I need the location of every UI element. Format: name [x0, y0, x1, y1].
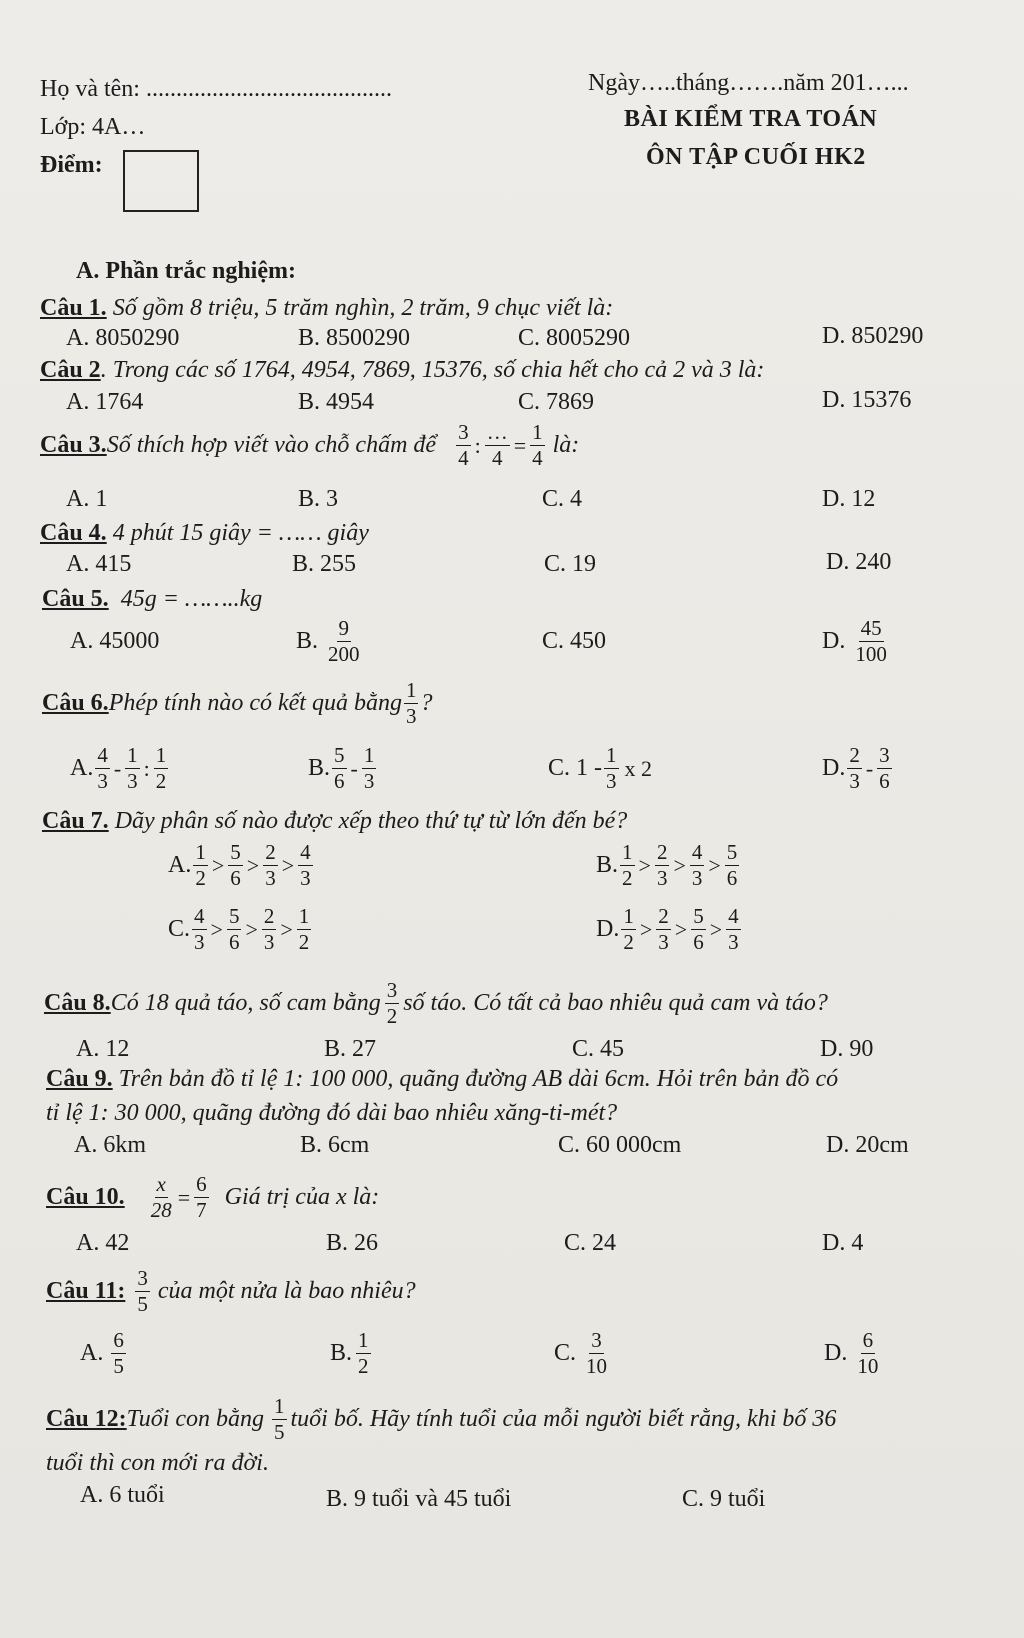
- q1-text: Số gồm 8 triệu, 5 trăm nghìn, 2 trăm, 9 chục viết là:: [106, 295, 614, 321]
- name-field-label: Họ và tên: .........................................: [40, 76, 392, 102]
- q9-option-a[interactable]: A. 6km: [74, 1132, 146, 1158]
- q5-label: Câu 5.: [42, 586, 109, 612]
- question-5: [42, 586, 262, 613]
- q1-option-c[interactable]: C. 8005290: [518, 325, 631, 351]
- q11-label: Câu 11:: [46, 1278, 126, 1304]
- q6-option-c[interactable]: C. 1 - $\frac{1}{3}$ x 2: [548, 743, 652, 793]
- q12-label: Câu 12:: [46, 1406, 127, 1432]
- q11-option-d[interactable]: D. $\frac{6}{10}$: [824, 1328, 879, 1378]
- q7-option-b[interactable]: B. $\frac{1}{2}$ > $\frac{2}{3}$ > $\frac{4}{3}$ > $\frac{5}{6}$: [596, 840, 738, 890]
- q4-label: Câu 4.: [40, 520, 107, 546]
- q8-text: Có 18 quả táo, số cam bằng: [110, 990, 381, 1016]
- q4-option-b[interactable]: B. 255: [292, 551, 357, 577]
- q8-option-d[interactable]: D. 90: [820, 1036, 874, 1062]
- q9-label: Câu 9.: [46, 1066, 113, 1092]
- q9-option-b[interactable]: B. 6cm: [300, 1132, 370, 1158]
- q1-option-b[interactable]: B. 8500290: [298, 325, 411, 351]
- q12-text: Tuổi con bằng: [126, 1406, 265, 1432]
- q2-option-b[interactable]: B. 4954: [298, 389, 375, 415]
- q8-option-c[interactable]: C. 45: [572, 1036, 625, 1062]
- q3-option-d[interactable]: D. 12: [822, 486, 876, 512]
- q6-option-a[interactable]: A. $\frac{4}{3}$ - $\frac{1}{3}$ : $\frac{1}{2}$: [70, 743, 167, 793]
- q2-text: . Trong các số 1764, 4954, 7869, 15376, số chia hết cho cả 2 và 3 là:: [100, 357, 765, 383]
- question-4: [40, 520, 369, 547]
- q10-option-c[interactable]: C. 24: [564, 1230, 617, 1256]
- q1-option-a[interactable]: A. 8050290: [66, 325, 180, 351]
- q11-option-b[interactable]: B. $\frac{1}{2}$: [330, 1328, 369, 1378]
- q5-option-a[interactable]: A. 45000: [70, 628, 160, 654]
- q6-option-b[interactable]: B. $\frac{5}{6}$ - $\frac{1}{3}$: [308, 743, 375, 793]
- q10-label: Câu 10.: [46, 1184, 125, 1210]
- q12-option-a[interactable]: A. 6 tuổi: [80, 1482, 165, 1508]
- q10-option-d[interactable]: D. 4: [822, 1230, 864, 1256]
- q4-text: 4 phút 15 giây = …… giây: [106, 520, 369, 546]
- q2-label: Câu 2: [40, 357, 101, 383]
- q12-tail: tuổi bố. Hãy tính tuổi của mỗi người biết rằng, khi bố 36: [290, 1406, 837, 1432]
- q2-option-a[interactable]: A. 1764: [66, 389, 144, 415]
- q10-equation: $\frac{x}{28}$ = $\frac{6}{7}$: [150, 1172, 207, 1222]
- q11-text: của một nửa là bao nhiêu?: [157, 1278, 416, 1304]
- question-2: [40, 357, 764, 384]
- section-a-heading: A. Phần trắc nghiệm:: [76, 258, 296, 284]
- q8-label: Câu 8.: [44, 990, 111, 1016]
- q6-label: Câu 6.: [42, 690, 109, 716]
- q3-option-a[interactable]: A. 1: [66, 486, 108, 512]
- q12-option-b[interactable]: B. 9 tuổi và 45 tuổi: [326, 1486, 512, 1512]
- q5-option-d[interactable]: D. $\frac{45}{100}$: [822, 616, 887, 666]
- class-label: Lớp: 4A…: [40, 114, 146, 140]
- q3-option-b[interactable]: B. 3: [298, 486, 339, 512]
- question-9-line2: tỉ lệ 1: 30 000, quãng đường đó dài bao nhiêu xăng-ti-mét?: [46, 1100, 618, 1126]
- q7-option-c[interactable]: C. $\frac{4}{3}$ > $\frac{5}{6}$ > $\frac{2}{3}$ > $\frac{1}{2}$: [168, 904, 310, 954]
- q9-option-c[interactable]: C. 60 000cm: [558, 1132, 682, 1158]
- q4-option-a[interactable]: A. 415: [66, 551, 132, 577]
- q10-option-b[interactable]: B. 26: [326, 1230, 379, 1256]
- q6-text: Phép tính nào có kết quả bằng: [108, 690, 402, 716]
- q8-tail: số táo. Có tất cả bao nhiêu quả cam và táo?: [403, 990, 828, 1016]
- question-6: Câu 6. Phép tính nào có kết quả bằng $\frac{1}{3}$ ?: [42, 678, 433, 728]
- score-box: [123, 150, 199, 212]
- q11-option-c[interactable]: C. $\frac{3}{10}$: [554, 1328, 608, 1378]
- q8-option-a[interactable]: A. 12: [76, 1036, 130, 1062]
- q11-option-a[interactable]: A. $\frac{6}{5}$: [80, 1328, 124, 1378]
- q3-text: Số thích hợp viết vào chỗ chấm để: [106, 432, 437, 458]
- q2-option-c[interactable]: C. 7869: [518, 389, 595, 415]
- q1-option-d[interactable]: D. 850290: [822, 323, 924, 349]
- q6-tail: ?: [420, 690, 433, 716]
- q7-label: Câu 7.: [42, 808, 109, 834]
- q5-text: 45g = ……..kg: [120, 586, 263, 612]
- q3-label: Câu 3.: [40, 432, 107, 458]
- question-8: Câu 8. Có 18 quả táo, số cam bằng $\frac{3}{2}$ số táo. Có tất cả bao nhiêu quả cam và táo?: [44, 978, 828, 1028]
- date-line: Ngày…..tháng…….năm 201…...: [588, 70, 909, 96]
- q3-tail: là:: [552, 432, 580, 458]
- q4-option-d[interactable]: D. 240: [826, 549, 892, 575]
- q7-option-a[interactable]: A. $\frac{1}{2}$ > $\frac{5}{6}$ > $\frac{2}{3}$ > $\frac{4}{3}$: [168, 840, 311, 890]
- q8-option-b[interactable]: B. 27: [324, 1036, 377, 1062]
- q4-option-c[interactable]: C. 19: [544, 551, 597, 577]
- q9-option-d[interactable]: D. 20cm: [826, 1132, 909, 1158]
- q3-expression: $\frac{3}{4}$ : $\frac{\dots}{4}$ = $\frac{1}{4}$: [458, 420, 543, 470]
- q7-text: Dãy phân số nào được xếp theo thứ tự từ lớn đến bé?: [108, 808, 628, 834]
- score-label: Điểm:: [40, 152, 103, 178]
- q2-option-d[interactable]: D. 15376: [822, 387, 912, 413]
- q10-text: Giá trị của x là:: [224, 1184, 380, 1210]
- q9-text: Trên bản đồ tỉ lệ 1: 100 000, quãng đường AB dài 6cm. Hỏi trên bản đồ có: [112, 1066, 839, 1092]
- exam-title: BÀI KIỂM TRA TOÁN: [624, 106, 878, 132]
- q5-option-c[interactable]: C. 450: [542, 628, 607, 654]
- q3-option-c[interactable]: C. 4: [542, 486, 583, 512]
- question-7: [42, 808, 627, 835]
- q10-option-a[interactable]: A. 42: [76, 1230, 130, 1256]
- question-3: [40, 422, 579, 469]
- q6-option-d[interactable]: D. $\frac{2}{3}$ - $\frac{3}{6}$: [822, 743, 890, 793]
- q1-label: Câu 1.: [40, 295, 107, 321]
- question-11: Câu 11: $\frac{3}{5}$ của một nửa là bao nhiêu?: [46, 1266, 416, 1316]
- q7-option-d[interactable]: D. $\frac{1}{2}$ > $\frac{2}{3}$ > $\frac{5}{6}$ > $\frac{4}{3}$: [596, 904, 739, 954]
- q12-option-c[interactable]: C. 9 tuổi: [682, 1486, 766, 1512]
- question-9: [46, 1066, 838, 1093]
- question-12-line2: tuổi thì con mới ra đời.: [46, 1450, 269, 1476]
- q5-option-b[interactable]: B. $\frac{9}{200}$: [296, 616, 360, 666]
- question-1: [40, 295, 613, 322]
- question-10: [46, 1174, 379, 1221]
- question-12: Câu 12: Tuổi con bằng $\frac{1}{5}$ tuổi bố. Hãy tính tuổi của mỗi người biết rằng, khi bố 36: [46, 1394, 837, 1444]
- exam-subtitle: ÔN TẬP CUỐI HK2: [646, 144, 866, 170]
